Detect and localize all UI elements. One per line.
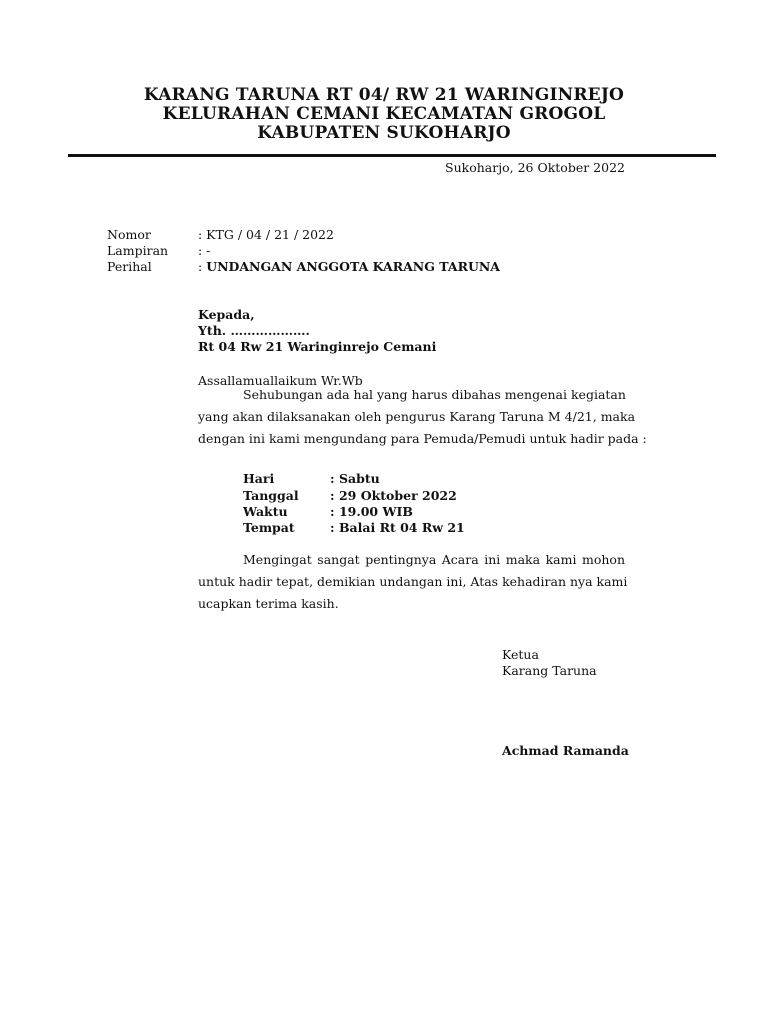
letter-date: Sukoharjo, 26 Oktober 2022: [445, 160, 625, 175]
letterhead-line-kelurahan: KELURAHAN CEMANI KECAMATAN GROGOL: [162, 104, 606, 124]
meta-value-perihal: [198, 259, 500, 275]
paragraph-closing: [198, 549, 628, 615]
letterhead: [0, 86, 768, 143]
meta-value-perihal-prefix: :: [198, 259, 207, 274]
letterhead-line-kabupaten: KABUPATEN SUKOHARJO: [257, 123, 511, 143]
salutation: Assallamuallaikum Wr.Wb: [198, 373, 363, 388]
event-label-hari: Hari: [243, 471, 275, 486]
paragraph-invitation: [198, 384, 647, 450]
paragraph-invitation-line: dengan ini kami mengundang para Pemuda/Pemudi untuk hadir pada :: [198, 431, 647, 446]
event-value-hari: : Sabtu: [330, 471, 380, 486]
event-label-tanggal: Tanggal: [243, 488, 299, 503]
meta-value-nomor: : KTG / 04 / 21 / 2022: [198, 227, 334, 242]
meta-label-lampiran: Lampiran: [107, 243, 169, 258]
letterhead-divider: [68, 154, 716, 157]
meta-label-nomor: Nomor: [107, 227, 151, 242]
paragraph-closing-line: untuk hadir tepat, demikian undangan ini, Atas kehadiran nya kami: [198, 574, 628, 589]
meta-value-perihal-subject: UNDANGAN ANGGOTA KARANG TARUNA: [206, 259, 500, 274]
event-value-waktu: : 19.00 WIB: [330, 504, 413, 519]
signature-name: Achmad Ramanda: [502, 743, 629, 758]
recipient-greeting: Kepada,: [198, 307, 255, 322]
paragraph-closing-line: Mengingat sangat pentingnya Acara ini maka kami mohon: [243, 552, 625, 567]
letterhead-line-organization: KARANG TARUNA RT 04/ RW 21 WARINGINREJO: [143, 85, 625, 105]
paragraph-invitation-line: Sehubungan ada hal yang harus dibahas mengenai kegiatan: [243, 387, 626, 402]
event-label-tempat: Tempat: [243, 520, 295, 535]
signature-title-ketua: Ketua: [502, 647, 539, 662]
paragraph-closing-line: ucapkan terima kasih.: [198, 596, 339, 611]
event-value-tempat: : Balai Rt 04 Rw 21: [330, 520, 465, 535]
meta-label-perihal: Perihal: [107, 259, 152, 274]
signature-title-organization: Karang Taruna: [502, 663, 597, 678]
paragraph-invitation-line: yang akan dilaksanakan oleh pengurus Karang Taruna M 4/21, maka: [198, 409, 636, 424]
recipient-yth: Yth. ……………….: [198, 323, 310, 338]
event-value-tanggal: : 29 Oktober 2022: [330, 488, 457, 503]
recipient-address: Rt 04 Rw 21 Waringinrejo Cemani: [198, 339, 437, 354]
event-label-waktu: Waktu: [243, 504, 288, 519]
meta-value-lampiran: : -: [198, 243, 211, 258]
